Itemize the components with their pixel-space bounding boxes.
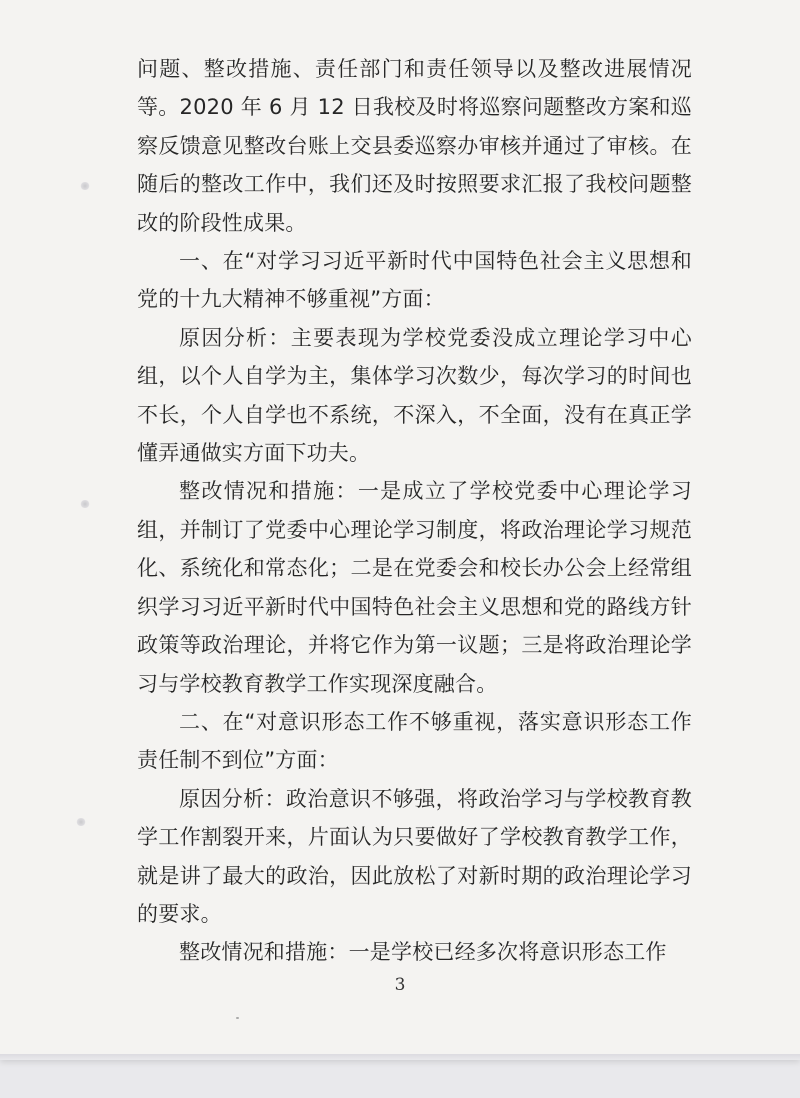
section-heading: 一、在“对学习习近平新时代中国特色社会主义思想和党的十九大精神不够重视”方面：	[137, 249, 692, 312]
paragraph: 问题、整改措施、责任部门和责任领导以及整改进展情况等。2020 年 6 月 12 日我校及时将巡察问题整改方案和巡察反馈意见整改台账上交县委巡察办审核并通过了审核。在随后的整改工作中，我们还及时按照要求汇报了我校问题整改的阶段性成果。	[137, 57, 692, 235]
paragraph: 整改情况和措施：一是学校已经多次将意识形态工作	[179, 940, 667, 965]
scan-speck	[236, 1017, 239, 1019]
paragraph: 原因分析：政治意识不够强，将政治学习与学校教育教学工作割裂开来，片面认为只要做好了学校教育教学工作，就是讲了最大的政治，因此放松了对新时期的政治理论学习的要求。	[137, 786, 692, 926]
paragraph: 整改情况和措施：一是成立了学校党委中心理论学习组，并制订了党委中心理论学习制度，将政治理论学习规范化、系统化和常态化；二是在党委会和校长办公会上经常组织学习习近平新时代中国特色社会主义思想和党的路线方针政策等政治理论，并将它作为第一议题；三是将政治理论学习与学校教育教学工作实现深度融合。	[137, 479, 692, 696]
punch-hole-mark	[80, 182, 90, 190]
punch-hole-mark	[76, 818, 86, 826]
paragraph: 原因分析：主要表现为学校党委没成立理论学习中心组，以个人自学为主，集体学习次数少，每次学习的时间也不长，个人自学也不系统，不深入，不全面，没有在真正学懂弄通做实方面下功夫。	[137, 325, 692, 466]
document-body	[137, 50, 692, 972]
section-heading: 二、在“对意识形态工作不够重视，落实意识形态工作责任制不到位”方面：	[137, 709, 692, 773]
punch-hole-mark	[80, 500, 90, 508]
page-number: 3	[394, 975, 406, 995]
